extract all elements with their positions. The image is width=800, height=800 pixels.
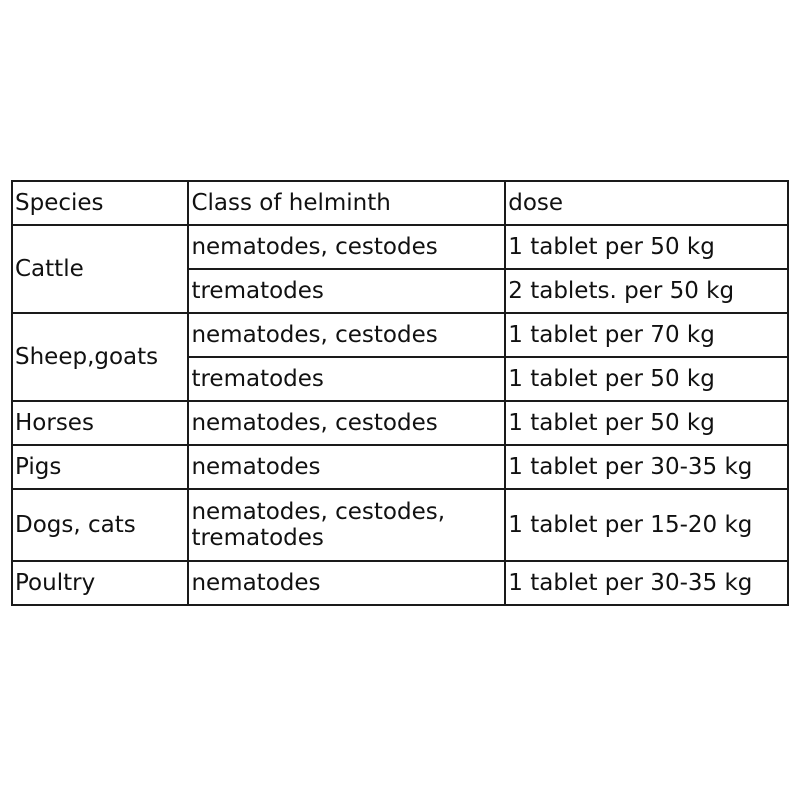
dose-cell: 1 tablet per 30-35 kg <box>505 561 788 605</box>
species-cell: Pigs <box>12 445 188 489</box>
class-cell: nematodes <box>188 445 505 489</box>
dose-cell: 2 tablets. per 50 kg <box>505 269 788 313</box>
species-cell: Dogs, cats <box>12 489 188 561</box>
class-cell: nematodes, cestodes, trematodes <box>188 489 505 561</box>
table-row <box>12 489 788 561</box>
table-row <box>12 401 788 445</box>
table-row <box>12 225 788 269</box>
dose-cell: 1 tablet per 50 kg <box>505 357 788 401</box>
class-cell: trematodes <box>188 269 505 313</box>
dose-cell: 1 tablet per 50 kg <box>505 225 788 269</box>
dose-cell: 1 tablet per 50 kg <box>505 401 788 445</box>
class-cell: trematodes <box>188 357 505 401</box>
table-row <box>12 445 788 489</box>
species-cell: Horses <box>12 401 188 445</box>
dose-cell: 1 tablet per 70 kg <box>505 313 788 357</box>
table-row <box>12 561 788 605</box>
header-class-of-helminth: Class of helminth <box>188 181 505 225</box>
table-row <box>12 313 788 357</box>
species-cell: Poultry <box>12 561 188 605</box>
species-cell: Sheep,goats <box>12 313 188 401</box>
header-dose: dose <box>505 181 788 225</box>
class-cell: nematodes <box>188 561 505 605</box>
class-cell: nematodes, cestodes <box>188 313 505 357</box>
class-cell: nematodes, cestodes <box>188 225 505 269</box>
header-species: Species <box>12 181 188 225</box>
class-cell: nematodes, cestodes <box>188 401 505 445</box>
table-header-row <box>12 181 788 225</box>
dose-cell: 1 tablet per 15-20 kg <box>505 489 788 561</box>
dose-cell: 1 tablet per 30-35 kg <box>505 445 788 489</box>
dosage-table <box>11 180 789 606</box>
species-cell: Cattle <box>12 225 188 313</box>
